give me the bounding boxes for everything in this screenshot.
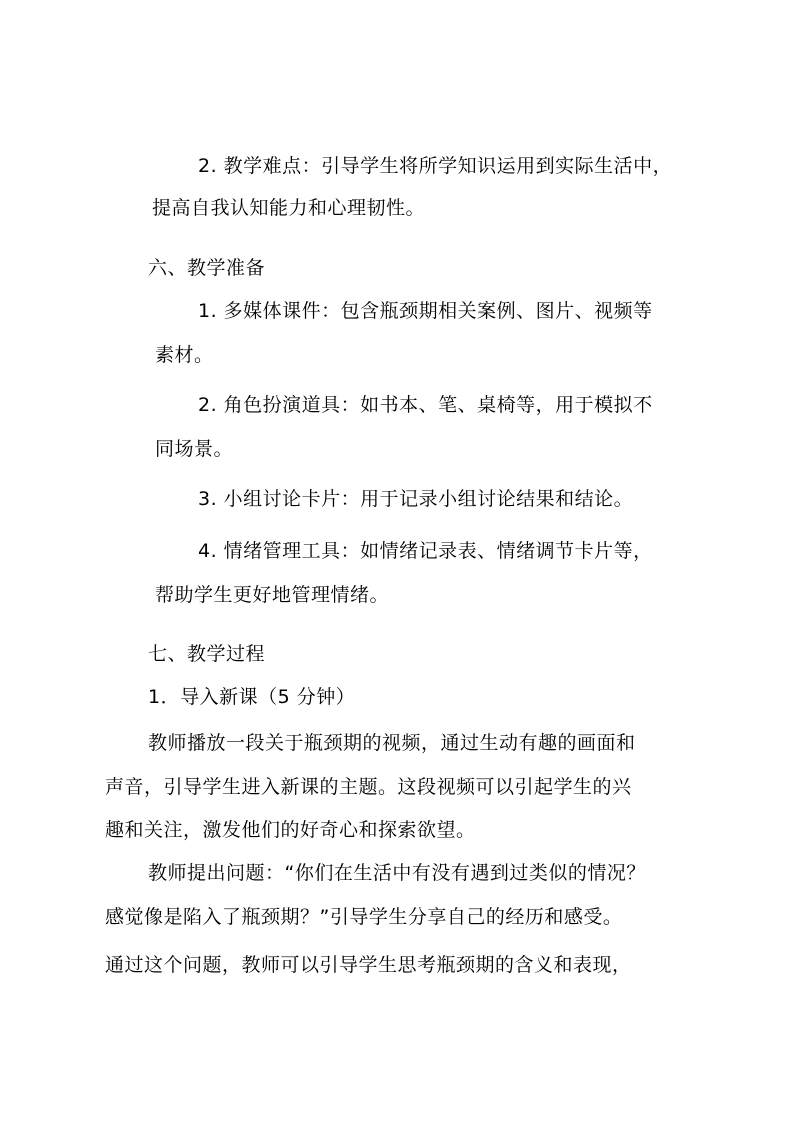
- text-line: 3. 小组讨论卡片：用于记录小组讨论结果和结论。: [198, 488, 634, 510]
- text-line: 帮助学生更好地管理情绪。: [155, 584, 390, 606]
- text-line: 提高自我认知能力和心理韧性。: [152, 197, 426, 219]
- paragraph-line: 声音，引导学生进入新课的主题。这段视频可以引起学生的兴: [105, 776, 632, 798]
- paragraph-line: 教师提出问题：“你们在生活中有没有遇到过类似的情况？: [148, 862, 646, 884]
- text-line: 4. 情绪管理工具：如情绪记录表、情绪调节卡片等，: [198, 540, 653, 562]
- text-line: 同场景。: [155, 438, 234, 460]
- subsection-heading: 1．导入新课（5 分钟）: [148, 686, 356, 708]
- section-heading: 六、教学准备: [148, 257, 266, 279]
- text-line: 1. 多媒体课件：包含瓶颈期相关案例、图片、视频等: [198, 300, 653, 322]
- text-line: 2. 教学难点：引导学生将所学知识运用到实际生活中，: [198, 155, 673, 177]
- paragraph-line: 感觉像是陷入了瓶颈期？”引导学生分享自己的经历和感受。: [105, 906, 623, 928]
- section-heading: 七、教学过程: [148, 643, 266, 665]
- paragraph-line: 教师播放一段关于瓶颈期的视频，通过生动有趣的画面和: [148, 732, 636, 754]
- paragraph-line: 通过这个问题，教师可以引导学生思考瓶颈期的含义和表现，: [105, 954, 632, 976]
- text-line: 2. 角色扮演道具：如书本、笔、桌椅等，用于模拟不: [198, 394, 653, 416]
- text-line: 素材。: [155, 344, 214, 366]
- paragraph-line: 趣和关注，激发他们的好奇心和探索欲望。: [105, 819, 476, 841]
